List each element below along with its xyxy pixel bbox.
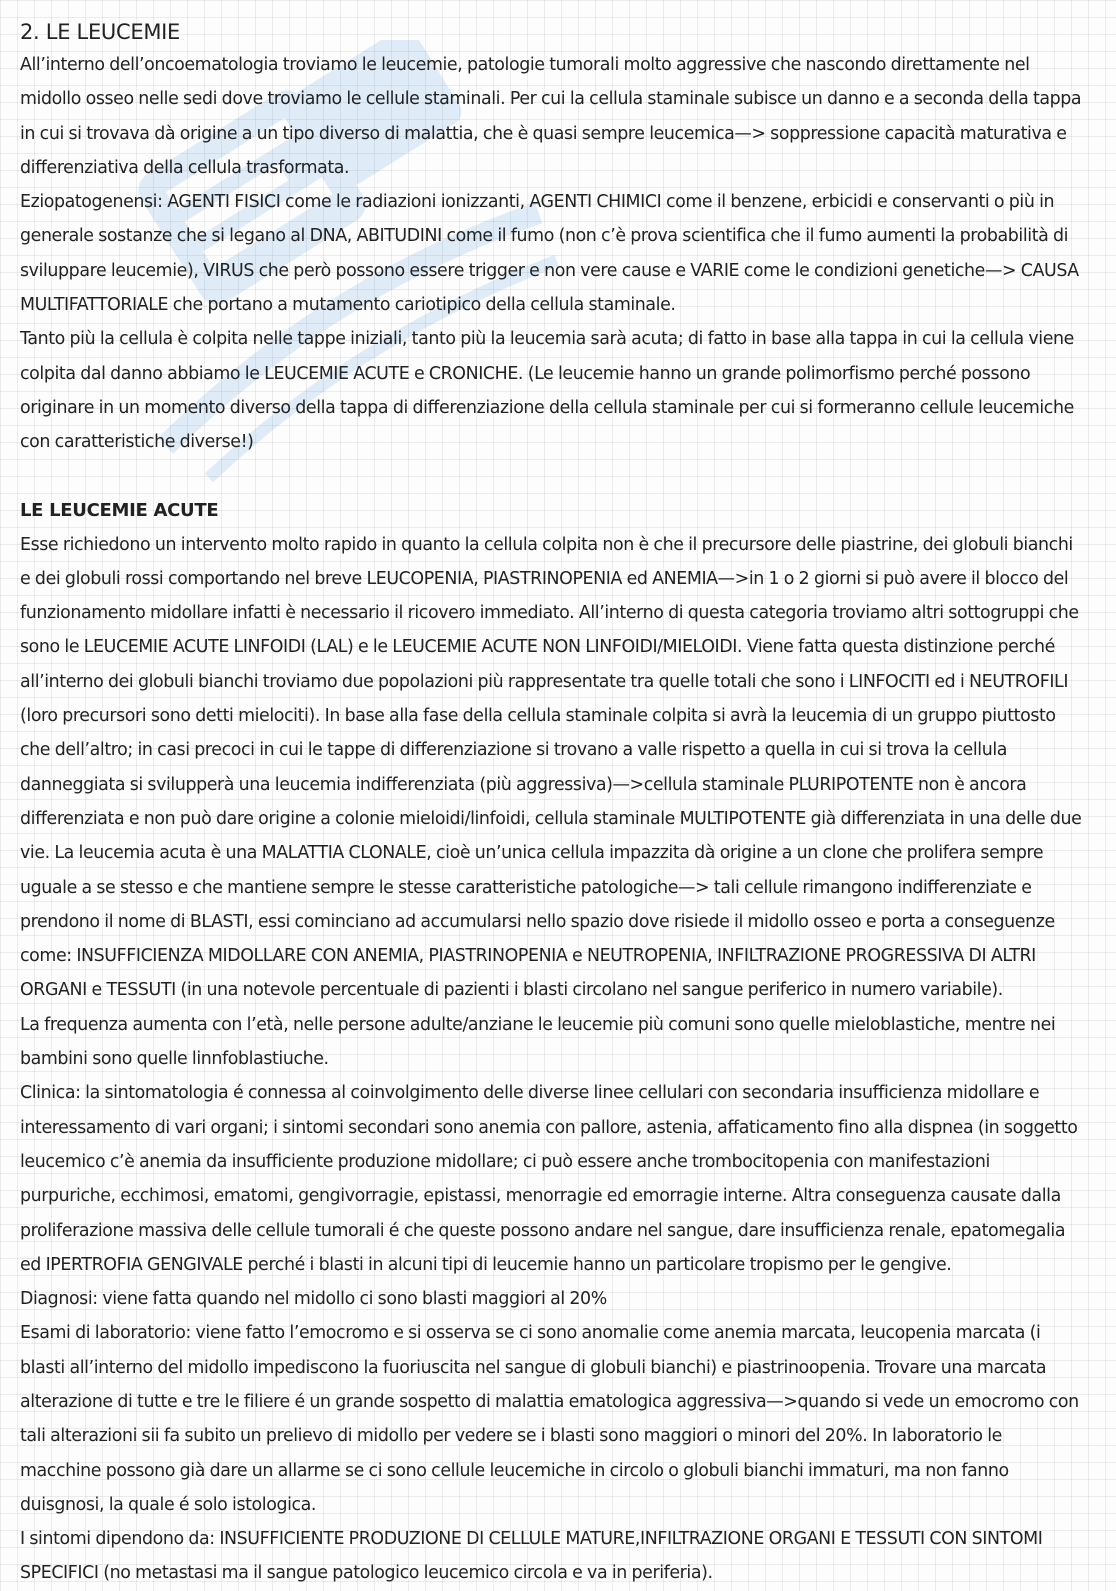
intro-paragraph-1: All’interno dell’oncoematologia troviamo le leucemie, patologie tumorali molto aggressive che nascondo direttamente nel midollo osseo nelle sedi dove troviamo le cellule staminali. Per cui la cellula staminale subisce un danno e a seconda della tappa in cui si trovava dà origine a un tipo diverso di malattia, che è quasi sempre leucemica—> soppressione capacità maturativa e differenziativa della cellula trasformata. — [20, 55, 1082, 178]
section-paragraph-2: La frequenza aumenta con l’età, nelle persone adulte/anziane le leucemie più comuni sono quelle mieloblastiche, mentre nei bambini sono quelle linnfoblastiuche. — [20, 1014, 1056, 1070]
section-paragraph-3: Clinica: la sintomatologia é connessa al coinvolgimento delle diverse linee cellulari con secondaria insufficienza midollare e interessamento di vari organi; i sintomi secondari sono anemia con pallore, astenia, affaticamento fino alla dispnea (in soggetto leucemico c’è anemia da insufficiente produzione midollare; ci può essere anche trombocitopenia con manifestazioni purpuriche, ecchimosi, ematomi, gengivorragie, epistassi, menorragie ed emorragie interne. Altra conseguenza causate dalla proliferazione massiva delle cellule tumorali é che queste possono andare nel sangue, dare insufficienza renale, epatomegalia ed IPERTROFIA GENGIVALE perché i blasti in alcuni tipi di leucemie hanno un particolare tropismo per le gengive. — [20, 1083, 1078, 1275]
section-heading: LE LEUCEMIE ACUTE — [20, 499, 219, 521]
section-paragraph-1: Esse richiedono un intervento molto rapido in quanto la cellula colpita non è che il precursore delle piastrine, dei globuli bianchi e dei globuli rossi comportando nel breve LEUCOPENIA, PIASTRINOPENIA ed ANEMIA—>in 1 o 2 giorni si può avere il blocco del funzionamento midollare infatti è necessario il ricovero immediato. All’interno di questa categoria troviamo altri sottogruppi che sono le LEUCEMIE ACUTE LINFOIDI (LAL) e le LEUCEMIE ACUTE NON LINFOIDI/MIELOIDI. Viene fatta questa distinzione perché all’interno dei globuli bianchi troviamo due popolazioni più rappresentate tra quelle totali che sono i LINFOCITI ed i NEUTROFILI (loro precursori sono detti mielociti). In base alla fase della cellula staminale colpita si avrà la leucemia di un gruppo piuttosto che dell’altro; in casi precoci in cui le tappe di differenziazione si trovano a valle rispetto a quella in cui si trova la cellula danneggiata si svilupperà una leucemia indifferenziata (più aggressiva)—>cellula staminale PLURIPOTENTE non è ancora differenziata e non può dare origine a colonie mieloidi/linfoidi, cellula staminale MULTIPOTENTE già differenziata in una delle due vie. La leucemia acuta è una MALATTIA CLONALE, cioè un’unica cellula impazzita dà origine a un clone che prolifera sempre uguale a se stesso e che mantiene sempre le stesse caratteristiche patologiche—> tali cellule rimangono indifferenziate e prendono il nome di BLASTI, essi cominciano ad accumularsi nello spazio dove risiede il midollo osseo e porta a conseguenze come: INSUFFICIENZA MIDOLLARE CON ANEMIA, PIASTRINOPENIA e NEUTROPENIA, INFILTRAZIONE PROGRESSIVA DI ALTRI ORGANI e TESSUTI (in una notevole percentuale di pazienti i blasti circolano nel sangue periferico in numero variabile). — [20, 534, 1082, 1001]
section-paragraph-4: Diagnosi: viene fatta quando nel midollo ci sono blasti maggiori al 20% — [20, 1289, 607, 1310]
notes-page — [20, 16, 1082, 1591]
paragraph-gap — [20, 460, 1082, 494]
intro-paragraph-2: Eziopatogenensi: AGENTI FISICI come le radiazioni ionizzanti, AGENTI CHIMICI come il benzene, erbicidi e conservanti o più in generale sostanze che si legano al DNA, ABITUDINI come il fumo (non c’è prova scientifica che il fumo aumenti la probabilità di sviluppare leucemie), VIRUS che però possono essere trigger e non vere cause e VARIE come le condizioni genetiche—> CAUSA MULTIFATTORIALE che portano a mutamento cariotipico della cellula staminale. — [20, 192, 1079, 316]
section-paragraph-5: Esami di laboratorio: viene fatto l’emocromo e si osserva se ci sono anomalie come anemia marcata, leucopenia marcata (i blasti all’interno del midollo impediscono la fuoriuscita nel sangue di globuli bianchi) e piastrinoopenia. Trovare una marcata alterazione di tutte e tre le filiere é un grande sospetto di malattia ematologica aggressiva—>quando si vede un emocromo con tali alterazioni sii fa subito un prelievo di midollo per vedere se i blasti sono maggiori o minori del 20%. In laboratorio le macchine possono già dare un allarme se ci sono cellule leucemiche in circolo o globuli bianchi immaturi, ma non fanno duisgnosi, la quale é solo istologica. — [20, 1323, 1079, 1515]
intro-paragraph-3: Tanto più la cellula è colpita nelle tappe iniziali, tanto più la leucemia sarà acuta; di fatto in base alla tappa in cui la cellula viene colpita dal danno abbiamo le LEUCEMIE ACUTE e CRONICHE. (Le leucemie hanno un grande polimorfismo perché possono originare in un momento diverso della tappa di differenziazione della cellula staminale per cui si formeranno cellule leucemiche con caratteristiche diverse!) — [20, 329, 1074, 453]
page-title: 2. LE LEUCEMIE — [20, 20, 181, 44]
section-paragraph-6: I sintomi dipendono da: INSUFFICIENTE PRODUZIONE DI CELLULE MATURE,INFILTRAZIONE ORGANI E TESSUTI CON SINTOMI SPECIFICI (no metastasi ma il sangue patologico leucemico circola e va in periferia). — [20, 1529, 1043, 1584]
